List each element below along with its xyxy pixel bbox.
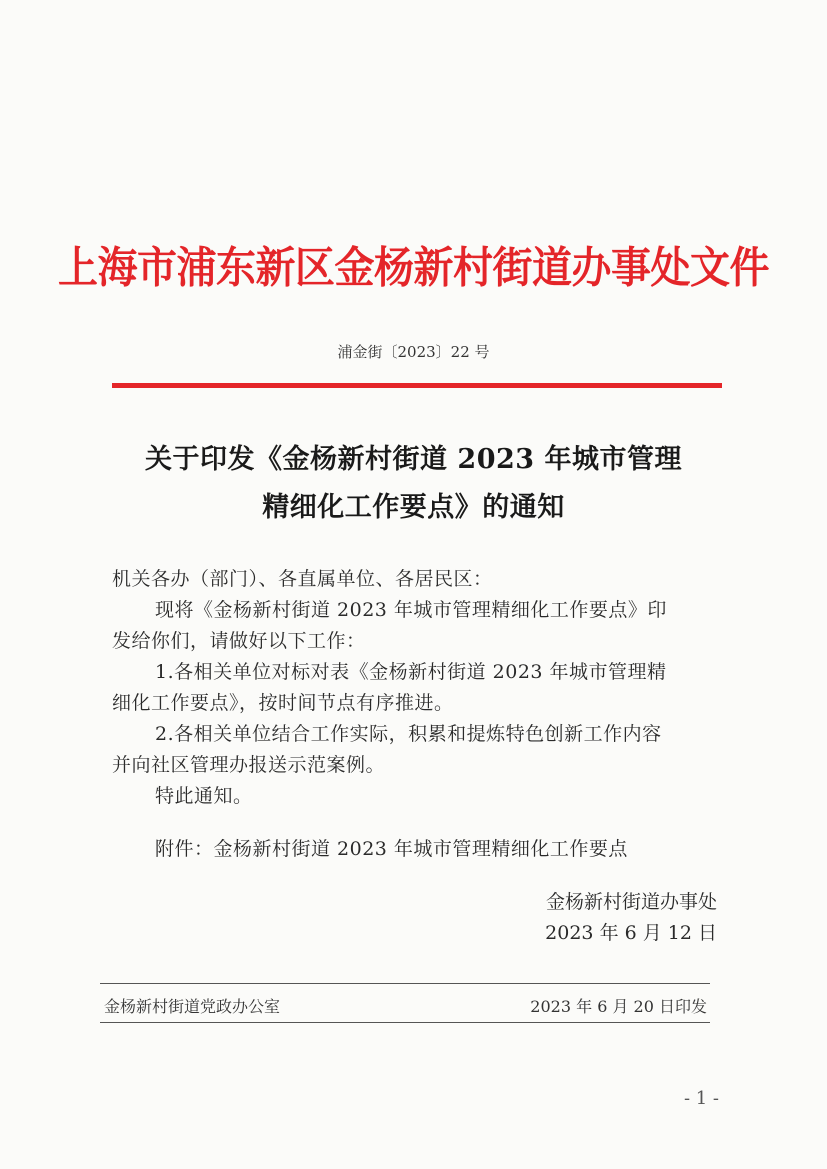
notice-title-line-1: 关于印发《金杨新村街道 2023 年城市管理 bbox=[145, 444, 682, 475]
item-2-line-2: 并向社区管理办报送示范案例。 bbox=[112, 754, 386, 776]
item-1-line-1: 1.各相关单位对标对表《金杨新村街道 2023 年城市管理精 bbox=[155, 661, 667, 683]
item-1-line-2: 细化工作要点》，按时间节点有序推进。 bbox=[112, 692, 454, 714]
attachment-line: 附件：金杨新村街道 2023 年城市管理精细化工作要点 bbox=[155, 838, 628, 860]
closing-line: 特此通知。 bbox=[155, 785, 253, 807]
notice-title-line-2: 精细化工作要点》的通知 bbox=[262, 492, 565, 523]
footer-top-rule bbox=[100, 983, 710, 984]
recipients-line: 机关各办（部门）、各直属单位、各居民区： bbox=[112, 568, 493, 590]
item-2-line-1: 2.各相关单位结合工作实际，积累和提炼特色创新工作内容 bbox=[155, 723, 662, 745]
page-number: - 1 - bbox=[683, 1088, 719, 1109]
paragraph-1-line-2: 发给你们，请做好以下工作： bbox=[112, 630, 366, 652]
signature-issuer: 金杨新村街道办事处 bbox=[545, 891, 717, 913]
red-divider bbox=[112, 383, 722, 388]
signature-date: 2023 年 6 月 12 日 bbox=[545, 922, 717, 944]
document-header-title: 上海市浦东新区金杨新村街道办事处文件 bbox=[58, 243, 769, 294]
footer-bottom-rule bbox=[100, 1022, 710, 1023]
document-number: 浦金街〔2023〕22 号 bbox=[337, 343, 490, 361]
footer-office: 金杨新村街道党政办公室 bbox=[104, 997, 281, 1016]
paragraph-1-line-1: 现将《金杨新村街道 2023 年城市管理精细化工作要点》印 bbox=[155, 599, 667, 621]
footer-print-date: 2023 年 6 月 20 日印发 bbox=[530, 997, 707, 1016]
